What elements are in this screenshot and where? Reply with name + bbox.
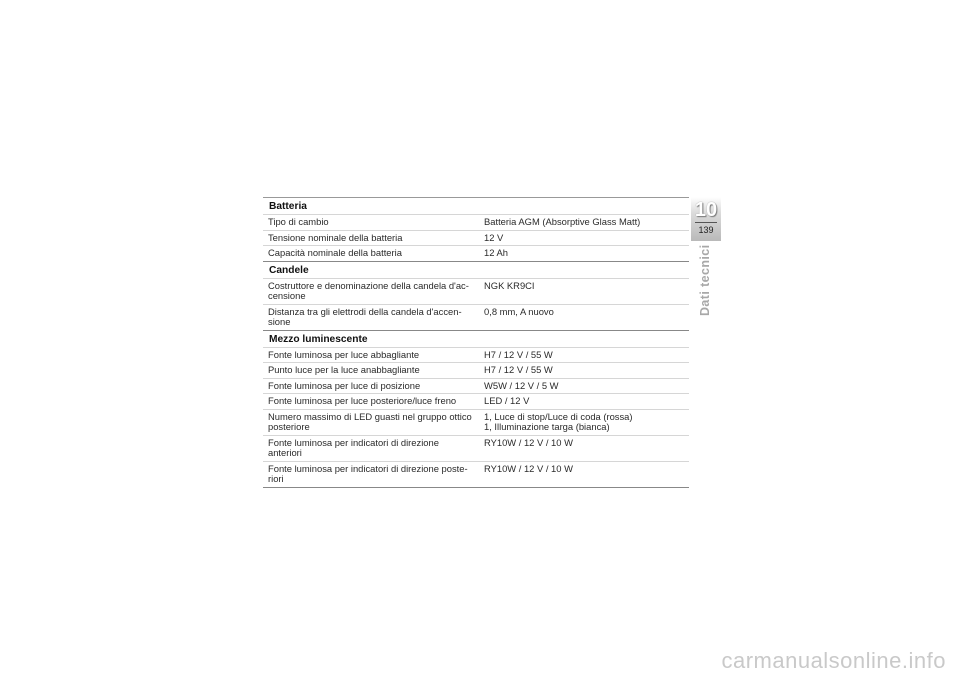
row-value: LED / 12 V: [484, 395, 530, 406]
table-row: [263, 230, 689, 246]
row-value: Batteria AGM (Absorptive Glass Matt): [484, 216, 641, 227]
chapter-number: 10: [694, 199, 718, 221]
table-row: [263, 245, 689, 261]
table-row: [263, 214, 689, 230]
table-row: [263, 393, 689, 409]
section-heading-candele: Candele: [263, 261, 689, 278]
row-value: W5W / 12 V / 5 W: [484, 379, 559, 391]
row-key: Capacità nominale della batteria: [268, 247, 402, 258]
row-key: Tensione nominale della batteria: [268, 231, 403, 243]
table-row: [263, 304, 689, 330]
chapter-tab: [691, 197, 721, 241]
watermark: carmanualsonline.info: [721, 648, 946, 673]
table-row: [263, 435, 689, 461]
chapter-divider: [695, 222, 717, 223]
section-heading-mezzo-luminescente: Mezzo luminescente: [263, 330, 689, 347]
row-value: H7 / 12 V / 55 W: [484, 364, 553, 375]
row-value: RY10W / 12 V / 10 W: [484, 462, 573, 474]
row-value: NGK KR9CI: [484, 279, 535, 291]
row-key: Fonte luminosa per indicatori di direzione poste- riori: [268, 462, 468, 484]
row-key: Numero massimo di LED guasti nel gruppo ottico posteriore: [268, 410, 472, 432]
table-row: [263, 347, 689, 363]
row-value: RY10W / 12 V / 10 W: [484, 436, 573, 448]
table-row: [263, 378, 689, 394]
row-key: Fonte luminosa per luce di posizione: [268, 379, 421, 391]
chapter-side-title: Dati tecnici: [698, 244, 712, 316]
row-value: 12 Ah: [484, 247, 508, 258]
row-key: Tipo di cambio: [268, 216, 329, 227]
section-heading-batteria: Batteria: [269, 201, 307, 212]
table-row: [263, 362, 689, 378]
row-value: 12 V: [484, 231, 504, 243]
row-value: H7 / 12 V / 55 W: [484, 348, 553, 360]
spec-table: [263, 197, 689, 488]
row-key: Costruttore e denominazione della candela d'ac- censione: [268, 279, 469, 301]
page-number: 139: [698, 225, 714, 235]
row-key: Fonte luminosa per indicatori di direzione anteriori: [268, 436, 439, 458]
row-key: Fonte luminosa per luce posteriore/luce freno: [268, 395, 457, 406]
row-value: 0,8 mm, A nuovo: [484, 305, 554, 317]
row-key: Distanza tra gli elettrodi della candela d'accen- sione: [268, 305, 462, 327]
table-row: [263, 461, 689, 487]
table-row: [263, 278, 689, 304]
table-row: [263, 409, 689, 435]
row-value: 1, Luce di stop/Luce di coda (rossa) 1, Illuminazione targa (bianca): [484, 410, 633, 432]
row-key: Fonte luminosa per luce abbagliante: [268, 348, 420, 360]
row-key: Punto luce per la luce anabbagliante: [268, 364, 420, 375]
